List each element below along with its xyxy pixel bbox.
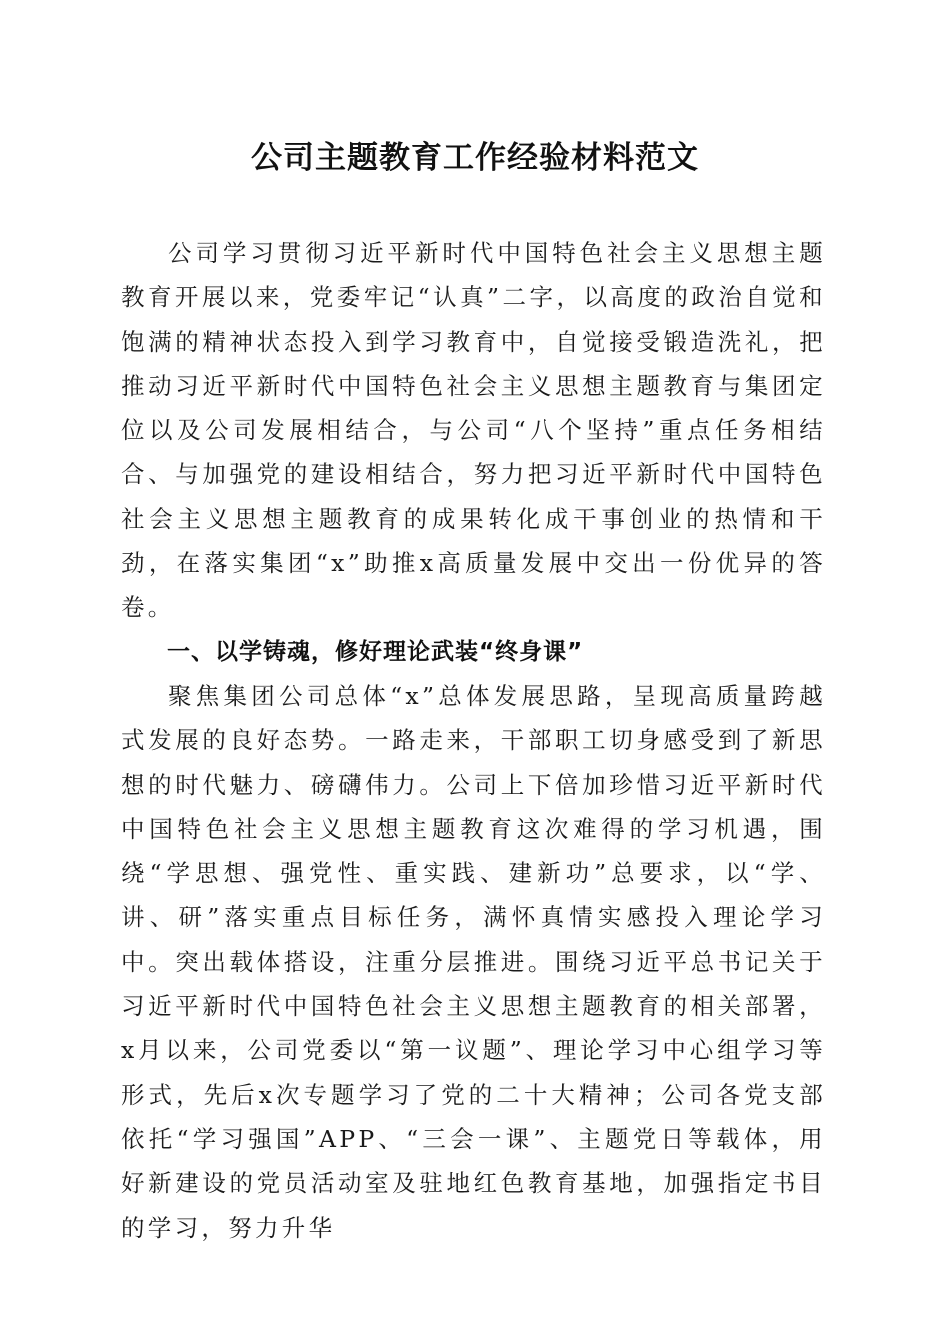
body-paragraph-section-1: 聚焦集团公司总体“x”总体发展思路，呈现高质量跨越式发展的良好态势。一路走来，干部职工切身感受到了新思想的时代魅力、磅礴伟力。公司上下倍加珍惜习近平新时代中国特色社会主义思想主题教育这次难得的学习机遇，围绕“学思想、强党性、重实践、建新功”总要求，以“学、讲、研”落实重点目标任务，满怀真情实感投入理论学习中。突出载体搭设，注重分层推进。围绕习近平总书记关于习近平新时代中国特色社会主义思想主题教育的相关部署，x月以来，公司党委以“第一议题”、理论学习中心组学习等形式，先后x次专题学习了党的二十大精神；公司各党支部依托“学习强国”APP、“三会一课”、主题党日等载体，用好新建设的党员活动室及驻地红色教育基地，加强指定书目的学习，努力升华 [121, 681, 826, 1242]
section-heading-1: 一、以学铸魂，修好理论武装“终身课” [167, 638, 584, 665]
body-paragraph-intro: 公司学习贯彻习近平新时代中国特色社会主义思想主题教育开展以来，党委牢记“认真”二字，以高度的政治自觉和饱满的精神状态投入到学习教育中，自觉接受锻造洗礼，把推动习近平新时代中国特色社会主义思想主题教育与集团定位以及公司发展相结合，与公司“八个坚持”重点任务相结合、与加强党的建设相结合，努力把习近平新时代中国特色社会主义思想主题教育的成果转化成干事创业的热情和干劲，在落实集团“x”助推x高质量发展中交出一份优异的答卷。 [121, 239, 826, 622]
document-body [121, 231, 826, 1250]
document-title: 公司主题教育工作经验材料范文 [251, 140, 699, 176]
